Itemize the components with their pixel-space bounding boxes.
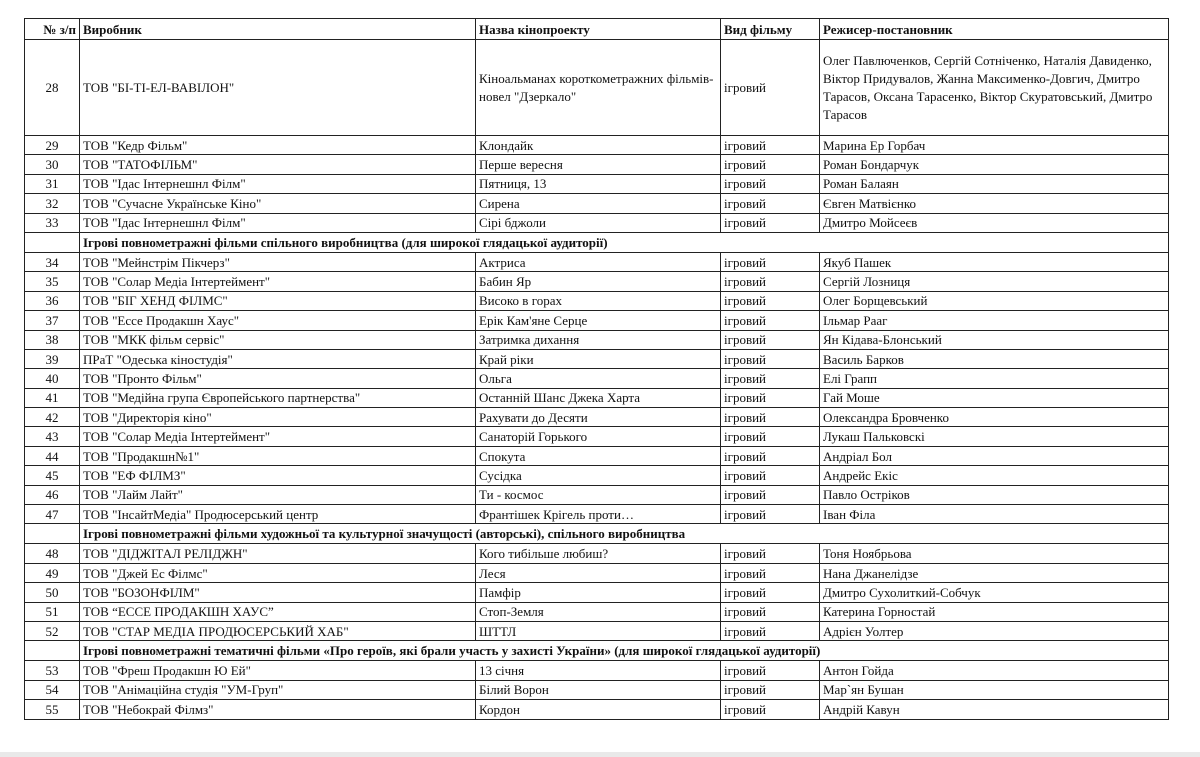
table-row — [25, 272, 1169, 291]
table-row — [25, 427, 1169, 446]
film-type-cell: ігровий — [721, 505, 820, 524]
table-row — [25, 583, 1169, 602]
producer-cell: ТОВ "СТАР МЕДІА ПРОДЮСЕРСЬКИЙ ХАБ" — [80, 621, 476, 640]
row-number-cell: 32 — [25, 194, 80, 213]
producer-cell: ПРаТ "Одеська кіностудія" — [80, 349, 476, 368]
film-title-cell: Франтішек Крігель проти… — [476, 505, 721, 524]
row-number-cell: 43 — [25, 427, 80, 446]
table-row — [25, 621, 1169, 640]
film-type-cell: ігровий — [721, 311, 820, 330]
table-row — [25, 349, 1169, 368]
row-number-cell: 28 — [25, 40, 80, 136]
table-row — [25, 446, 1169, 465]
director-cell: Адрієн Уолтер — [820, 621, 1169, 640]
film-type-cell: ігровий — [721, 661, 820, 680]
table-body — [25, 40, 1169, 720]
row-number-cell: 50 — [25, 583, 80, 602]
film-type-cell: ігровий — [721, 680, 820, 699]
producer-cell: ТОВ "МКК фільм сервіс" — [80, 330, 476, 349]
director-cell: Андрій Кавун — [820, 700, 1169, 719]
row-number-cell: 34 — [25, 252, 80, 271]
table-row — [25, 408, 1169, 427]
film-type-cell: ігровий — [721, 700, 820, 719]
director-cell: Олександра Бровченко — [820, 408, 1169, 427]
producer-cell: ТОВ "Анімаційна студія "УМ-Груп" — [80, 680, 476, 699]
section-label: Ігрові повнометражні фільми спільного виробництва (для широкої глядацької аудиторії) — [80, 232, 1169, 252]
producer-cell: ТОВ "ТАТОФІЛЬМ" — [80, 155, 476, 174]
table-row — [25, 311, 1169, 330]
table-row — [25, 40, 1169, 136]
film-title-cell: Білий Ворон — [476, 680, 721, 699]
producer-cell: ТОВ "Продакшн№1" — [80, 446, 476, 465]
film-title-cell: Клондайк — [476, 136, 721, 155]
row-number-cell: 49 — [25, 563, 80, 582]
director-cell: Елі Грапп — [820, 369, 1169, 388]
table-row — [25, 602, 1169, 621]
director-cell: Роман Бондарчук — [820, 155, 1169, 174]
section-label: Ігрові повнометражні фільми художньої та культурної значущості (авторські), спільного виробництва — [80, 524, 1169, 544]
row-number-cell: 45 — [25, 466, 80, 485]
producer-cell: ТОВ "Джей Ес Філмс" — [80, 563, 476, 582]
film-title-cell: Рахувати до Десяти — [476, 408, 721, 427]
page-bottom-edge — [0, 752, 1200, 757]
row-number-cell: 30 — [25, 155, 80, 174]
film-type-cell: ігровий — [721, 583, 820, 602]
film-type-cell: ігровий — [721, 369, 820, 388]
film-title-cell: Кіноальманах короткометражних фільмів-новел "Дзеркало" — [476, 40, 721, 136]
film-title-cell: Останній Шанс Джека Харта — [476, 388, 721, 407]
table-row — [25, 291, 1169, 310]
director-cell: Тоня Ноябрьова — [820, 544, 1169, 563]
table-header-row — [25, 19, 1169, 40]
producer-cell: ТОВ "Мейнстрім Пікчерз" — [80, 252, 476, 271]
films-table — [24, 18, 1169, 720]
section-label: Ігрові повнометражні тематичні фільми «Про героїв, які брали участь у захисті України» (для широкої глядацької аудиторії) — [80, 641, 1169, 661]
table-row — [25, 252, 1169, 271]
film-title-cell: Памфір — [476, 583, 721, 602]
film-title-cell: Перше вересня — [476, 155, 721, 174]
row-number-cell: 48 — [25, 544, 80, 563]
row-number-cell: 33 — [25, 213, 80, 232]
director-cell: Сергій Лозниця — [820, 272, 1169, 291]
director-cell: Іван Філа — [820, 505, 1169, 524]
film-type-cell: ігровий — [721, 485, 820, 504]
producer-cell: ТОВ "Сучасне Українське Кіно" — [80, 194, 476, 213]
table-row — [25, 155, 1169, 174]
film-type-cell: ігровий — [721, 194, 820, 213]
producer-cell: ТОВ "ДІДЖІТАЛ РЕЛІДЖН" — [80, 544, 476, 563]
producer-cell: ТОВ "Ессе Продакшн Хаус" — [80, 311, 476, 330]
film-type-cell: ігровий — [721, 349, 820, 368]
director-cell: Павло Острiков — [820, 485, 1169, 504]
section-header-row — [25, 641, 1169, 661]
table-row — [25, 369, 1169, 388]
film-type-cell: ігровий — [721, 621, 820, 640]
director-cell: Олег Павлюченков, Сергій Сотніченко, Наталія Давиденко, Віктор Придувалов, Жанна Максименко-Довгич, Дмитро Тарасов, Оксана Тарасенко, Віктор Скуратовський, Дмитро Тарасов — [820, 40, 1169, 136]
film-title-cell: Спокута — [476, 446, 721, 465]
director-cell: Марина Ер Горбач — [820, 136, 1169, 155]
table-row — [25, 466, 1169, 485]
row-number-cell: 41 — [25, 388, 80, 407]
table-row — [25, 544, 1169, 563]
film-type-cell: ігровий — [721, 388, 820, 407]
film-type-cell: ігровий — [721, 466, 820, 485]
producer-cell: ТОВ "БІГ ХЕНД ФІЛМС" — [80, 291, 476, 310]
row-number-cell: 55 — [25, 700, 80, 719]
table-row — [25, 330, 1169, 349]
row-number-cell: 29 — [25, 136, 80, 155]
director-cell: Дмитро Сухолиткий-Собчук — [820, 583, 1169, 602]
producer-cell: ТОВ "Директорія кіно" — [80, 408, 476, 427]
film-type-cell: ігровий — [721, 291, 820, 310]
film-type-cell: ігровий — [721, 174, 820, 193]
producer-cell: ТОВ "БОЗОНФІЛМ" — [80, 583, 476, 602]
producer-cell: ТОВ "Солар Медіа Інтертеймент" — [80, 272, 476, 291]
film-title-cell: Сусідка — [476, 466, 721, 485]
column-header-type: Вид фільму — [721, 19, 820, 40]
producer-cell: ТОВ "Небокрай Філмз" — [80, 700, 476, 719]
film-title-cell: Актриса — [476, 252, 721, 271]
director-cell: Мар`ян Бушан — [820, 680, 1169, 699]
row-number-cell: 31 — [25, 174, 80, 193]
row-number-cell: 44 — [25, 446, 80, 465]
table-row — [25, 680, 1169, 699]
producer-cell: ТОВ "Кедр Фільм" — [80, 136, 476, 155]
film-title-cell: Пятниця, 13 — [476, 174, 721, 193]
film-title-cell: Край ріки — [476, 349, 721, 368]
film-title-cell: Бабин Яр — [476, 272, 721, 291]
film-type-cell: ігровий — [721, 602, 820, 621]
film-title-cell: Ерік Кам'яне Серце — [476, 311, 721, 330]
film-type-cell: ігровий — [721, 40, 820, 136]
column-header-number: № з/п — [25, 19, 80, 40]
film-type-cell: ігровий — [721, 563, 820, 582]
film-title-cell: ШТТЛ — [476, 621, 721, 640]
film-type-cell: ігровий — [721, 272, 820, 291]
row-number-cell: 40 — [25, 369, 80, 388]
producer-cell: ТОВ "Лайм Лайт" — [80, 485, 476, 504]
row-number-cell: 37 — [25, 311, 80, 330]
producer-cell: ТОВ "Солар Медіа Інтертеймент" — [80, 427, 476, 446]
director-cell: Андрейс Екіс — [820, 466, 1169, 485]
film-type-cell: ігровий — [721, 408, 820, 427]
film-title-cell: Санаторій Горького — [476, 427, 721, 446]
film-title-cell: Леся — [476, 563, 721, 582]
film-title-cell: Ольга — [476, 369, 721, 388]
director-cell: Ян Кідава-Блонський — [820, 330, 1169, 349]
director-cell: Ільмар Рааг — [820, 311, 1169, 330]
director-cell: Василь Барков — [820, 349, 1169, 368]
table-row — [25, 213, 1169, 232]
table-row — [25, 388, 1169, 407]
film-title-cell: Кордон — [476, 700, 721, 719]
director-cell: Гай Моше — [820, 388, 1169, 407]
table-row — [25, 136, 1169, 155]
film-type-cell: ігровий — [721, 330, 820, 349]
director-cell: Андріал Бол — [820, 446, 1169, 465]
director-cell: Євген Матвієнко — [820, 194, 1169, 213]
film-title-cell: 13 січня — [476, 661, 721, 680]
table-row — [25, 700, 1169, 719]
table-row — [25, 174, 1169, 193]
producer-cell: ТОВ "БІ-ТІ-ЕЛ-ВАВІЛОН" — [80, 40, 476, 136]
director-cell: Дмитро Мойсеєв — [820, 213, 1169, 232]
producer-cell: ТОВ "Медійна група Європейського партнерства" — [80, 388, 476, 407]
film-title-cell: Стоп-Земля — [476, 602, 721, 621]
column-header-title: Назва кінопроекту — [476, 19, 721, 40]
director-cell: Антон Гойда — [820, 661, 1169, 680]
film-type-cell: ігровий — [721, 544, 820, 563]
producer-cell: ТОВ "Ідас Інтернешнл Філм" — [80, 213, 476, 232]
row-number-cell: 47 — [25, 505, 80, 524]
film-title-cell: Високо в горах — [476, 291, 721, 310]
film-type-cell: ігровий — [721, 427, 820, 446]
row-number-cell: 54 — [25, 680, 80, 699]
section-number-cell — [25, 524, 80, 544]
film-title-cell: Ти - космос — [476, 485, 721, 504]
row-number-cell: 42 — [25, 408, 80, 427]
row-number-cell: 39 — [25, 349, 80, 368]
producer-cell: ТОВ “ЕССЕ ПРОДАКШН ХАУС” — [80, 602, 476, 621]
table-row — [25, 505, 1169, 524]
row-number-cell: 46 — [25, 485, 80, 504]
film-type-cell: ігровий — [721, 155, 820, 174]
director-cell: Олег Борщевський — [820, 291, 1169, 310]
film-title-cell: Затримка дихання — [476, 330, 721, 349]
section-header-row — [25, 232, 1169, 252]
column-header-producer: Виробник — [80, 19, 476, 40]
table-row — [25, 485, 1169, 504]
film-title-cell: Кого тибільше любиш? — [476, 544, 721, 563]
row-number-cell: 38 — [25, 330, 80, 349]
director-cell: Лукаш Пальковскі — [820, 427, 1169, 446]
director-cell: Катерина Горностай — [820, 602, 1169, 621]
film-title-cell: Сирена — [476, 194, 721, 213]
film-type-cell: ігровий — [721, 213, 820, 232]
row-number-cell: 36 — [25, 291, 80, 310]
row-number-cell: 52 — [25, 621, 80, 640]
row-number-cell: 51 — [25, 602, 80, 621]
director-cell: Роман Балаян — [820, 174, 1169, 193]
film-type-cell: ігровий — [721, 446, 820, 465]
table-row — [25, 661, 1169, 680]
producer-cell: ТОВ "Ідас Інтернешнл Філм" — [80, 174, 476, 193]
producer-cell: ТОВ "Фреш Продакшн Ю Ей" — [80, 661, 476, 680]
producer-cell: ТОВ "Пронто Фільм" — [80, 369, 476, 388]
section-number-cell — [25, 232, 80, 252]
section-number-cell — [25, 641, 80, 661]
section-header-row — [25, 524, 1169, 544]
film-type-cell: ігровий — [721, 136, 820, 155]
column-header-director: Режисер-постановник — [820, 19, 1169, 40]
producer-cell: ТОВ "ЕФ ФІЛМЗ" — [80, 466, 476, 485]
table-row — [25, 563, 1169, 582]
film-title-cell: Сірі бджоли — [476, 213, 721, 232]
table-row — [25, 194, 1169, 213]
producer-cell: ТОВ "ІнсайтМедіа" Продюсерський центр — [80, 505, 476, 524]
director-cell: Нана Джанелідзе — [820, 563, 1169, 582]
row-number-cell: 53 — [25, 661, 80, 680]
film-type-cell: ігровий — [721, 252, 820, 271]
row-number-cell: 35 — [25, 272, 80, 291]
director-cell: Якуб Пашек — [820, 252, 1169, 271]
